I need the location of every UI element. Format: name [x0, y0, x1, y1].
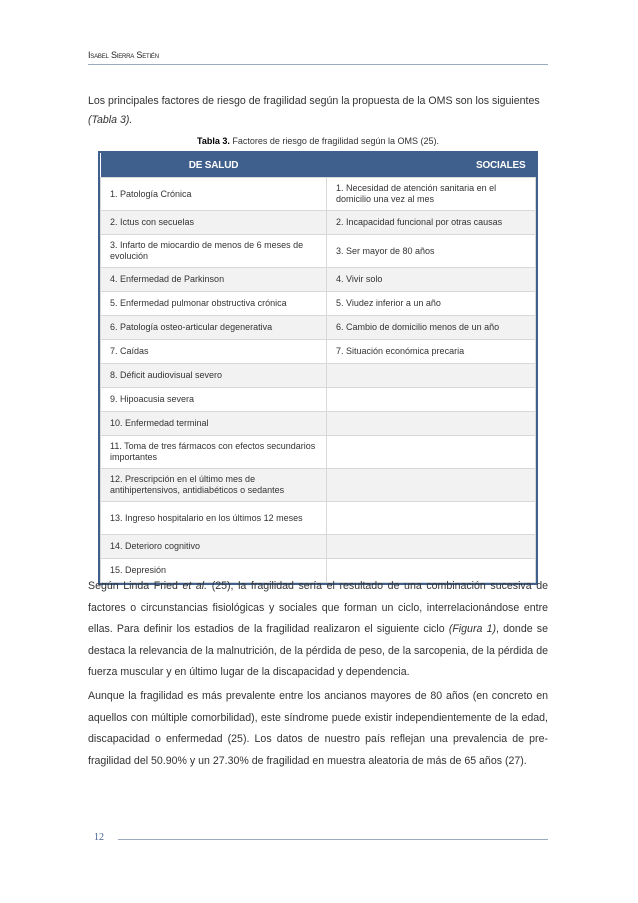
- cell-sociales: [327, 388, 536, 412]
- cell-salud: 13. Ingreso hospitalario en los últimos 12 meses: [101, 502, 327, 535]
- cell-sociales: [327, 412, 536, 436]
- caption-label: Tabla 3.: [197, 136, 230, 146]
- cell-sociales: 4. Vivir solo: [327, 268, 536, 292]
- paragraph1-c: , donde se destaca la relevancia de la malnutrición, de la pérdida de peso, de la sarcopenia, de la pérdida de fuerza muscular y en último lugar de la discapacidad y dependencia.: [88, 623, 549, 678]
- cell-salud: 14. Deterioro cognitivo: [101, 535, 327, 559]
- caption-text: Factores de riesgo de fragilidad según la OMS (25).: [229, 136, 439, 146]
- table-row: [101, 412, 536, 436]
- table-row: [101, 316, 536, 340]
- cell-salud: 2. Ictus con secuelas: [101, 211, 327, 235]
- table-row: [101, 388, 536, 412]
- paragraph-fried: [88, 576, 548, 684]
- table-row: [101, 502, 536, 535]
- table-header-row: [101, 153, 536, 178]
- paragraph1-a: Según Linda Fried: [88, 580, 183, 592]
- cell-salud: 11. Toma de tres fármacos con efectos secundarios importantes: [101, 436, 327, 469]
- cell-salud: 15. Depresión: [101, 559, 327, 583]
- footer-rule: [118, 839, 548, 840]
- intro-text: Los principales factores de riesgo de fragilidad según la propuesta de la OMS son los siguientes: [88, 95, 540, 107]
- cell-sociales: 6. Cambio de domicilio menos de un año: [327, 316, 536, 340]
- paragraph2-text: Aunque la fragilidad es más prevalente entre los ancianos mayores de 80 años (en concreto en aquellos con múltiple comorbilidad), este síndrome puede existir independientemente de la edad, discapacidad o enfermedad (25). Los datos de nuestro país reflejan una prevalencia de pre-fragilidad del 50.90% y un 27.30% de fragilidad en muestra aleatoria de más de 65 años (27).: [88, 690, 548, 767]
- cell-sociales: 5. Viudez inferior a un año: [327, 292, 536, 316]
- cell-salud: 3. Infarto de miocardio de menos de 6 meses de evolución: [101, 235, 327, 268]
- cell-salud: 6. Patología osteo-articular degenerativa: [101, 316, 327, 340]
- table-body: [101, 178, 536, 583]
- cell-salud: 7. Caídas: [101, 340, 327, 364]
- cell-salud: 1. Patología Crónica: [101, 178, 327, 211]
- cell-sociales: 3. Ser mayor de 80 años: [327, 235, 536, 268]
- cell-sociales: 7. Situación económica precaria: [327, 340, 536, 364]
- risk-factors-table: [98, 151, 538, 585]
- header-salud: DE SALUD: [101, 153, 327, 178]
- page-number: 12: [94, 832, 104, 843]
- table-row: [101, 340, 536, 364]
- header-sociales: SOCIALES: [327, 153, 536, 178]
- cell-sociales: [327, 469, 536, 502]
- cell-sociales: 1. Necesidad de atención sanitaria en el domicilio una vez al mes: [327, 178, 536, 211]
- table-row: [101, 235, 536, 268]
- paragraph1-fig: (Figura 1): [448, 623, 496, 635]
- intro-table-ref: (Tabla 3).: [88, 114, 133, 126]
- table-row: [101, 436, 536, 469]
- cell-sociales: [327, 436, 536, 469]
- cell-salud: 12. Prescripción en el último mes de antihipertensivos, antidiabéticos o sedantes: [101, 469, 327, 502]
- cell-sociales: [327, 535, 536, 559]
- table-row: [101, 268, 536, 292]
- table-caption: [88, 136, 548, 146]
- cell-salud: 5. Enfermedad pulmonar obstructiva crónica: [101, 292, 327, 316]
- cell-sociales: 2. Incapacidad funcional por otras causas: [327, 211, 536, 235]
- paragraph-prevalence: [88, 686, 548, 772]
- author-name: Isabel Sierra Setién: [88, 50, 159, 60]
- table-row: [101, 364, 536, 388]
- paragraph1-etal: et al.: [182, 580, 208, 592]
- cell-sociales: [327, 502, 536, 535]
- running-header: [88, 50, 548, 65]
- table-row: [101, 292, 536, 316]
- table-row: [101, 535, 536, 559]
- paragraph1-b: (25), la fragilidad sería el resultado de una combinación sucesiva de factores o circunstancias fisiológicas y sociales que forman un ciclo, interrelacionándose entre ellas. Para definir los estadios de la fragilidad realizaron el siguiente ciclo: [88, 580, 548, 635]
- table-row: [101, 211, 536, 235]
- cell-salud: 4. Enfermedad de Parkinson: [101, 268, 327, 292]
- cell-salud: 9. Hipoacusia severa: [101, 388, 327, 412]
- table-row: [101, 178, 536, 211]
- cell-salud: 10. Enfermedad terminal: [101, 412, 327, 436]
- cell-salud: 8. Déficit audiovisual severo: [101, 364, 327, 388]
- table-row: [101, 469, 536, 502]
- cell-sociales: [327, 364, 536, 388]
- intro-paragraph: [88, 92, 548, 130]
